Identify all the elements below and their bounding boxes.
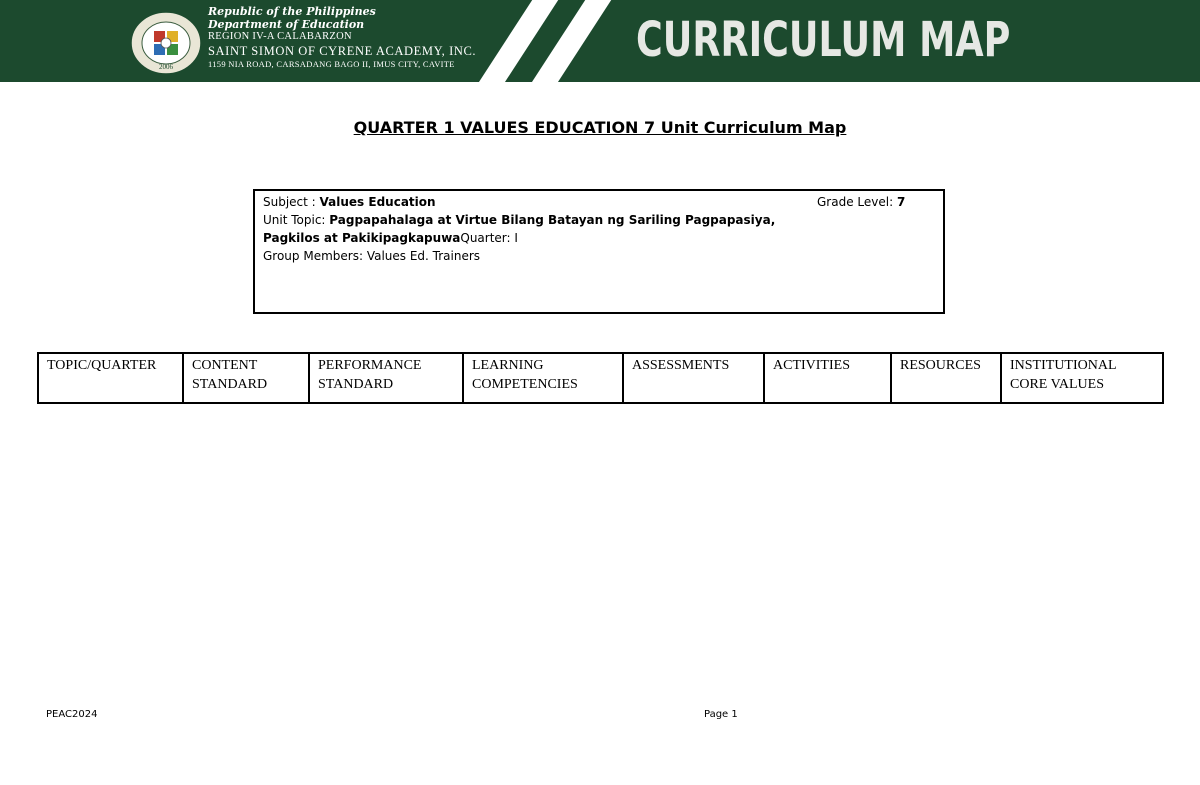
unit-topic-value: Pagpapahalaga at Virtue Bilang Batayan ng Sariling Pagpapasiya, Pagkilos at Pakikipagkapuwa [263,213,776,245]
curriculum-map-table [37,352,1164,404]
banner-title: CURRICULUM MAP [636,12,1011,68]
column-header-institutional-core-values: INSTITUTIONAL CORE VALUES [1001,353,1163,403]
header-school-name: SAINT SIMON OF CYRENE ACADEMY, INC. [208,43,477,58]
column-header-activities: ACTIVITIES [764,353,891,403]
quarter-label: Quarter: [460,231,515,245]
header-department: Department of Education [208,17,365,31]
header-region: REGION IV-A CALABARZON [208,31,352,42]
column-header-topic-quarter: TOPIC/QUARTER [38,353,183,403]
column-header-assessments: ASSESSMENTS [623,353,764,403]
column-header-content-standard: CONTENT STANDARD [183,353,309,403]
table-header-row [38,353,1163,403]
grade-level-label: Grade Level: [817,195,897,209]
header-text-block [208,6,476,70]
document-title: QUARTER 1 VALUES EDUCATION 7 Unit Curriculum Map [353,118,847,137]
info-left-column [263,193,813,265]
info-box [253,189,945,314]
header-banner [0,0,1200,82]
grade-level-row [817,193,905,211]
group-members-value: Values Ed. Trainers [366,249,481,263]
footer-page-number: Page 1 [704,709,738,720]
header-republic: Republic of the Philippines [208,5,376,18]
column-header-performance-standard: PERFORMANCE STANDARD [309,353,463,403]
grade-level-value: 7 [896,195,906,209]
quarter-value: I [514,231,518,245]
group-members-row [263,247,813,265]
subject-value: Values Education [319,195,436,209]
column-header-resources: RESOURCES [891,353,1001,403]
header-address: 1159 NIA ROAD, CARSADANG BAGO II, IMUS CITY, CAVITE [208,58,455,69]
logo-year: 2006 [159,63,173,71]
unit-topic-label: Unit Topic: [263,213,330,227]
unit-topic-row [263,211,813,247]
column-header-learning-competencies: LEARNING COMPETENCIES [463,353,623,403]
group-members-label: Group Members: [263,249,367,263]
subject-row [263,193,813,211]
subject-label: Subject : [263,195,320,209]
footer-code: PEAC2024 [46,709,98,720]
school-seal-logo [130,11,202,75]
